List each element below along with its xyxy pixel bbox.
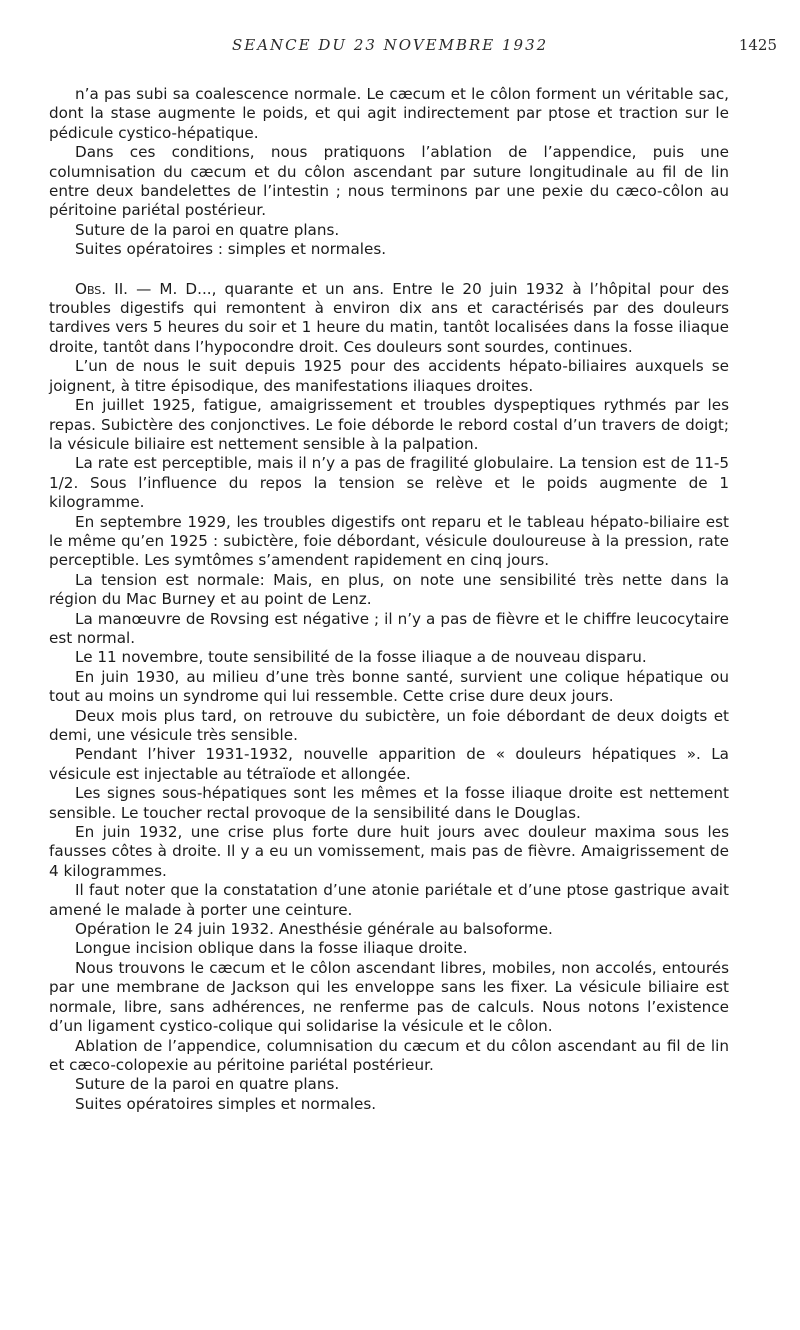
paragraph: n’a pas subi sa coalescence normale. Le cæcum et le côlon forment un véritable sac, dont la stase augmente le poids, et qui agit indirectement par ptose et traction sur le pédicule cystico-hépatique. [49, 85, 729, 142]
paragraph: Dans ces conditions, nous pratiquons l’ablation de l’appendice, puis une columnisation du cæcum et du côlon ascendant par suture longitudinale au fil de lin entre deux bandelettes de l’intestin ; nous terminons par une pexie du cæco-côlon au péritoine pariétal postérieur. [49, 143, 729, 220]
paragraph: Ablation de l’appendice, columnisation du cæcum et du côlon ascendant au fil de lin et cæco-colopexie au péritoine pariétal postérieur. [49, 1036, 729, 1074]
paragraph: Opération le 24 juin 1932. Anesthésie générale au balsoforme. [75, 920, 553, 939]
paragraph: En juillet 1925, fatigue, amaigrissement et troubles dyspeptiques rythmés par les repas. Subictère des conjonctives. Le foie déborde le rebord costal d’un travers de doigt; la vésicule biliaire est nettement sensible à la palpation. [49, 396, 729, 453]
running-header [0, 36, 800, 60]
paragraph: En juin 1930, au milieu d’une très bonne santé, survient une colique hépatique ou tout au moins un syndrome qui lui ressemble. Cette crise dure deux jours. [49, 667, 729, 706]
paragraph: En juin 1932, une crise plus forte dure huit jours avec douleur maxima sous les fausses côtes à droite. Il y a eu un vomissement, mais pas de fièvre. Amaigrissement de 4 kilogrammes. [49, 823, 729, 880]
observation-label: Obs. II. [75, 279, 129, 298]
paragraph: La rate est perceptible, mais il n’y a pas de fragilité globulaire. La tension est de 11-5 1/2. Sous l’influence du repos la tension se relève et le poids augmente de 1 kilogramme. [49, 454, 729, 512]
page-number: 1425 [738, 36, 777, 54]
paragraph: Suites opératoires simples et normales. [75, 1094, 377, 1113]
paragraph: Longue incision oblique dans la fosse iliaque droite. [75, 939, 468, 958]
paragraph: Pendant l’hiver 1931-1932, nouvelle apparition de « douleurs hépatiques ». La vésicule est injectable au tétraïode et allongée. [49, 745, 729, 783]
running-title: SEANCE DU 23 NOVEMBRE 1932 [232, 36, 549, 54]
paragraph: Nous trouvons le cæcum et le côlon ascendant libres, mobiles, non accolés, entourés par une membrane de Jackson qui les enveloppe sans les fixer. La vésicule biliaire est normale, libre, sans adhérences, ne renferme pas de calculs. Nous notons l’existence d’un ligament cystico-colique qui solidarise la vésicule et le côlon. [49, 958, 729, 1036]
paragraph: Suture de la paroi en quatre plans. [75, 220, 340, 239]
body-text [49, 85, 729, 1114]
paragraph: En septembre 1929, les troubles digestifs ont reparu et le tableau hépato-biliaire est le même qu’en 1925 : subictère, foie débordant, vésicule douloureuse à la pression, rate perceptible. Les symtômes s’amendent rapidement en cinq jours. [49, 512, 729, 570]
paragraph: La tension est normale: Mais, en plus, on note une sensibilité très nette dans la région du Mac Burney et au point de Lenz. [49, 570, 729, 609]
observation-paragraph [49, 280, 729, 358]
paragraph: Deux mois plus tard, on retrouve du subictère, un foie débordant de deux doigts et demi, une vésicule très sensible. [49, 706, 729, 744]
paragraph: Suture de la paroi en quatre plans. [75, 1075, 340, 1094]
paragraph-text: — M. D..., quarante et un ans. Entre le 20 juin 1932 à l’hôpital pour des troubles digestifs qui remontent à environ dix ans et caractérisés par des douleurs tardives vers 5 heures du soir et 1 heure du matin, tantôt localisées dans la fosse iliaque droite, tantôt dans l’hypocondre droit. Ces douleurs sont sourdes, continues. [49, 279, 729, 356]
paragraph: La manœuvre de Rovsing est négative ; il n’y a pas de fièvre et le chiffre leucocytaire est normal. [49, 609, 729, 647]
paragraph: Les signes sous-hépatiques sont les mêmes et la fosse iliaque droite est nettement sensible. Le toucher rectal provoque de la sensibilité dans le Douglas. [49, 784, 729, 822]
paragraph: Suites opératoires : simples et normales. [75, 240, 387, 259]
paragraph: Le 11 novembre, toute sensibilité de la fosse iliaque a de nouveau disparu. [75, 648, 647, 667]
paragraph: Il faut noter que la constatation d’une atonie pariétale et d’une ptose gastrique avait amené le malade à porter une ceinture. [49, 881, 729, 919]
paragraph: L’un de nous le suit depuis 1925 pour des accidents hépato-biliaires auxquels se joignent, à titre épisodique, des manifestations iliaques droites. [49, 357, 729, 395]
